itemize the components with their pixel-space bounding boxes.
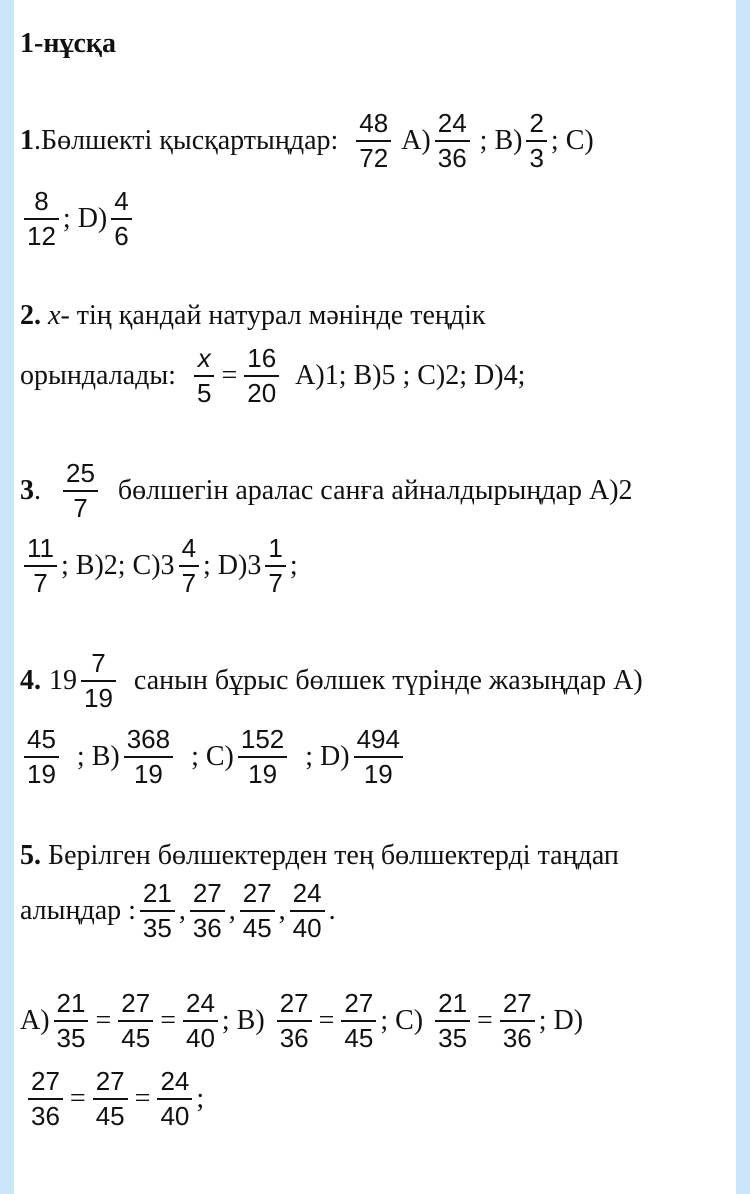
q2-line2 bbox=[20, 345, 732, 408]
q4-option-c-label: ; C) bbox=[191, 741, 234, 773]
q1-option-d-fraction: $\frac{4}{6}$ bbox=[111, 188, 131, 251]
q3-option-d-fraction: $\frac{1}{7}$ bbox=[265, 535, 285, 598]
q5-option-a-equals-1: = bbox=[95, 1005, 112, 1037]
q5-line2 bbox=[20, 880, 732, 943]
q4-line1 bbox=[20, 650, 732, 713]
q5-fraction-1: $\frac{21}{35}$ bbox=[140, 880, 175, 943]
q5-option-a-equals-2: = bbox=[160, 1005, 176, 1037]
q5-option-b-equals: = bbox=[318, 1005, 335, 1037]
q1-text: .Бөлшекті қысқартыңдар: bbox=[34, 125, 339, 157]
q2-line1 bbox=[20, 300, 732, 332]
q1-option-d-label: ; D) bbox=[62, 203, 108, 235]
q5-fraction-3: $\frac{27}{45}$ bbox=[240, 880, 275, 943]
q3-option-d-label: ; D)3 bbox=[203, 550, 262, 582]
q4-option-d-label: ; D) bbox=[305, 741, 350, 773]
q3-end: ; bbox=[289, 550, 298, 582]
q2-variable: x bbox=[48, 300, 61, 331]
q5-option-b-fraction-1: $\frac{27}{36}$ bbox=[277, 990, 312, 1053]
q4-number: 4. bbox=[20, 665, 41, 697]
q3-option-b-c-label: ; B)2; C)3 bbox=[61, 550, 175, 582]
q5-number: 5. bbox=[20, 840, 41, 871]
q5-period: . bbox=[328, 895, 336, 927]
q1-option-c-fraction: $\frac{8}{12}$ bbox=[24, 188, 59, 251]
q4-option-c-fraction: $\frac{152}{19}$ bbox=[238, 726, 287, 789]
q3-line1 bbox=[20, 460, 732, 523]
q2-text2: орындалады: bbox=[20, 360, 176, 392]
q3-option-a-fraction: $\frac{11}{7}$ bbox=[24, 535, 57, 598]
q2-number: 2. bbox=[20, 300, 41, 331]
q1-option-b-label: ; B) bbox=[479, 125, 523, 157]
q5-comma-2: , bbox=[228, 895, 236, 927]
q5-fraction-4: $\frac{24}{40}$ bbox=[290, 880, 325, 943]
q3-dot: . bbox=[34, 475, 41, 507]
q5-option-c-label: ; C) bbox=[380, 1005, 424, 1037]
variant-title: 1-нұсқа bbox=[20, 28, 117, 59]
variant-title-line bbox=[20, 28, 732, 60]
q5-fraction-2: $\frac{27}{36}$ bbox=[190, 880, 225, 943]
q2-text1: - тің қандай натурал мәнінде теңдік bbox=[60, 300, 486, 331]
q5-option-b-fraction-2: $\frac{27}{45}$ bbox=[341, 990, 376, 1053]
q2-answers: A)1; B)5 ; C)2; D)4; bbox=[295, 360, 526, 392]
q4-option-b-label: ; B) bbox=[76, 741, 120, 773]
q5-comma-3: , bbox=[278, 895, 286, 927]
q2-rhs-fraction: $\frac{16}{20}$ bbox=[244, 345, 279, 408]
q5-option-d-equals-2: = bbox=[134, 1083, 151, 1115]
q4-option-b-fraction: $\frac{368}{19}$ bbox=[124, 726, 173, 789]
q3-fraction: $\frac{25}{7}$ bbox=[63, 460, 98, 523]
q4-whole: 19 bbox=[49, 665, 77, 697]
q5-option-d-fraction-3: $\frac{24}{40}$ bbox=[157, 1068, 192, 1131]
q5-option-c-fraction-1: $\frac{21}{35}$ bbox=[435, 990, 470, 1053]
q5-option-a-fraction-3: $\frac{24}{40}$ bbox=[183, 990, 218, 1053]
q5-option-b-label: ; B) bbox=[221, 1005, 265, 1037]
q3-number: 3 bbox=[20, 475, 34, 507]
q1-line1 bbox=[20, 110, 732, 173]
q4-option-d-fraction: $\frac{494}{19}$ bbox=[354, 726, 403, 789]
q5-text1: Берілген бөлшектерден тең бөлшектерді таңдап bbox=[48, 840, 619, 871]
q5-option-d-fraction-1: $\frac{27}{36}$ bbox=[28, 1068, 63, 1131]
q5-option-a-label: A) bbox=[20, 1005, 50, 1037]
q5-option-d-fraction-2: $\frac{27}{45}$ bbox=[93, 1068, 128, 1131]
worksheet-page bbox=[14, 0, 736, 1194]
q1-line2 bbox=[20, 188, 732, 251]
q4-line2 bbox=[20, 726, 732, 789]
q1-fraction: $\frac{48}{72}$ bbox=[356, 110, 391, 173]
q3-line2 bbox=[20, 535, 732, 598]
q2-equals: = bbox=[221, 360, 238, 392]
q1-option-a-fraction: $\frac{24}{36}$ bbox=[435, 110, 470, 173]
q1-option-c-label: ; C) bbox=[550, 125, 594, 157]
q5-comma-1: , bbox=[178, 895, 186, 927]
q5-line4 bbox=[20, 1068, 732, 1131]
q5-end: ; bbox=[196, 1083, 205, 1115]
q4-fraction: $\frac{7}{19}$ bbox=[81, 650, 116, 713]
q2-lhs-fraction: $\frac{x}{5}$ bbox=[194, 345, 214, 408]
q4-text: санын бұрыс бөлшек түрінде жазыңдар A) bbox=[133, 665, 643, 697]
q5-line3 bbox=[20, 990, 732, 1053]
q3-option-c-fraction: $\frac{4}{7}$ bbox=[179, 535, 199, 598]
q1-number: 1 bbox=[20, 125, 34, 157]
q5-option-c-fraction-2: $\frac{27}{36}$ bbox=[500, 990, 535, 1053]
q5-option-d-equals-1: = bbox=[69, 1083, 86, 1115]
q5-option-a-fraction-2: $\frac{27}{45}$ bbox=[118, 990, 153, 1053]
q5-option-d-label: ; D) bbox=[538, 1005, 584, 1037]
q1-option-a-label: A) bbox=[401, 125, 431, 157]
q5-line1 bbox=[20, 840, 732, 872]
q5-option-c-equals: = bbox=[477, 1005, 493, 1037]
q1-option-b-fraction: $\frac{2}{3}$ bbox=[526, 110, 546, 173]
q5-text2: алыңдар : bbox=[20, 895, 136, 927]
q5-option-a-fraction-1: $\frac{21}{35}$ bbox=[54, 990, 89, 1053]
q3-text: бөлшегін аралас санға айналдырыңдар A)2 bbox=[117, 475, 633, 507]
q4-option-a-fraction: $\frac{45}{19}$ bbox=[24, 726, 59, 789]
